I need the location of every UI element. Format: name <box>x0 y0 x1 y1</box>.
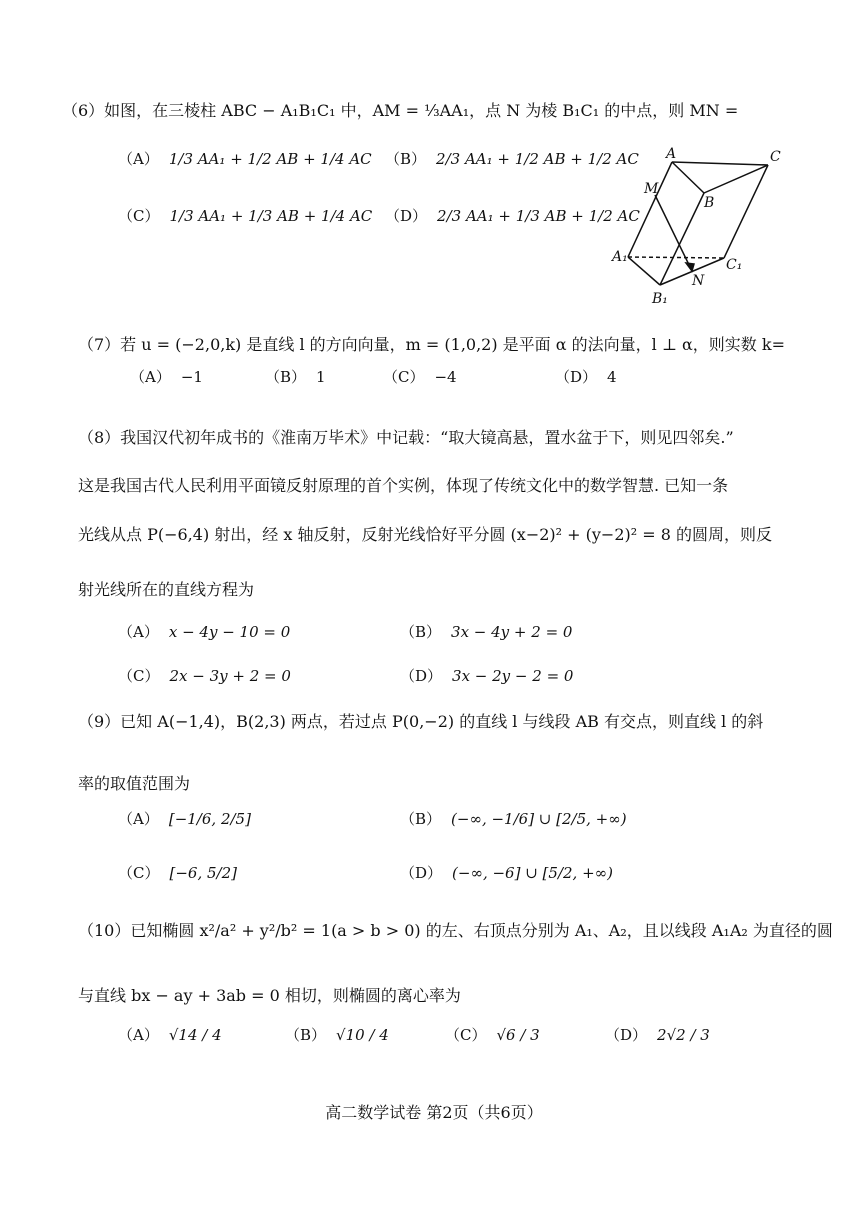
q8-option-a-text: x − 4y − 10 = 0 <box>168 622 291 641</box>
q7-option-b[interactable] <box>265 366 326 387</box>
q10-option-d[interactable] <box>605 1024 710 1045</box>
edge-ab <box>672 162 704 193</box>
q9-option-c[interactable] <box>118 862 237 883</box>
q8-line-4: 射光线所在的直线方程为 <box>78 580 255 599</box>
q10-option-a[interactable] <box>118 1024 222 1045</box>
edge-bb1 <box>660 193 704 285</box>
q9-line-1: （9）已知 A(−1,4)，B(2,3) 两点，若过点 P(0,−2) 的直线 l 与线段 AB 有交点，则直线 l 的斜 <box>78 712 764 731</box>
q10-option-b-text: √10 / 4 <box>336 1025 389 1044</box>
q6-option-c-label: （C） <box>118 207 160 225</box>
q8-option-b[interactable] <box>400 621 572 642</box>
q9-option-a[interactable] <box>118 808 251 829</box>
page-footer: 高二数学试卷 第2页（共6页） <box>325 1103 543 1122</box>
q6-option-d-label: （D） <box>385 207 428 225</box>
arrow-n-icon <box>686 263 694 271</box>
q10-line-2: 与直线 bx − ay + 3ab = 0 相切，则椭圆的离心率为 <box>78 986 461 1005</box>
q8-option-b-text: 3x − 4y + 2 = 0 <box>451 622 573 641</box>
label-b1: B₁ <box>652 291 668 307</box>
q7-option-d-text: 4 <box>607 367 617 386</box>
q7-option-c-text: −4 <box>434 367 457 386</box>
q9-option-b[interactable] <box>400 808 627 829</box>
label-n: N <box>692 273 705 289</box>
q6-option-b-label: （B） <box>385 150 427 168</box>
q7-option-c[interactable] <box>383 366 457 387</box>
q9-option-d-label: （D） <box>400 864 443 882</box>
q10-option-c[interactable] <box>445 1024 540 1045</box>
q6-option-b-text: 2/3 AA₁ + 1/2 AB + 1/2 AC <box>436 149 639 168</box>
label-b: B <box>704 195 715 211</box>
q9-option-a-label: （A） <box>118 810 159 828</box>
q8-option-d[interactable] <box>400 665 573 686</box>
q9-option-b-label: （B） <box>400 810 442 828</box>
q10-option-d-text: 2√2 / 3 <box>657 1025 710 1044</box>
q9-line-2: 率的取值范围为 <box>78 774 191 793</box>
q7-option-b-text: 1 <box>316 367 326 386</box>
q8-line-2: 这是我国古代人民利用平面镜反射原理的首个实例，体现了传统文化中的数学智慧. 已知一条 <box>78 476 729 495</box>
q8-line-1: （8）我国汉代初年成书的《淮南万毕术》中记载：“取大镜高悬，置水盆于下，则见四邻矣.” <box>78 428 734 447</box>
q8-option-b-label: （B） <box>400 623 442 641</box>
label-a: A <box>666 146 677 162</box>
q7-option-a-text: −1 <box>180 367 203 386</box>
q9-option-b-text: (−∞, −1/6] ∪ [2/5, +∞) <box>451 809 627 828</box>
q8-option-c[interactable] <box>118 665 291 686</box>
edge-ac <box>672 162 768 165</box>
q7-option-c-label: （C） <box>383 368 425 386</box>
q9-option-c-label: （C） <box>118 864 160 882</box>
q10-option-d-label: （D） <box>605 1026 648 1044</box>
q7-option-d-label: （D） <box>555 368 598 386</box>
edge-aa1 <box>628 162 672 257</box>
q7-option-b-label: （B） <box>265 368 307 386</box>
q10-option-b[interactable] <box>285 1024 389 1045</box>
q6-option-a[interactable] <box>118 148 372 169</box>
segment-mn <box>655 195 692 271</box>
prism-figure <box>600 145 800 315</box>
edge-a1c1-hidden <box>628 257 724 258</box>
q10-option-b-label: （B） <box>285 1026 327 1044</box>
q6-option-a-text: 1/3 AA₁ + 1/2 AB + 1/4 AC <box>168 149 372 168</box>
label-c: C <box>770 149 781 165</box>
q8-option-c-text: 2x − 3y + 2 = 0 <box>169 666 291 685</box>
q8-option-d-label: （D） <box>400 667 443 685</box>
q10-option-a-label: （A） <box>118 1026 159 1044</box>
q6-stem: （6）如图，在三棱柱 ABC − A₁B₁C₁ 中，AM = ⅓AA₁，点 N 为棱 B₁C₁ 的中点，则 MN = <box>62 101 739 120</box>
q10-line-1: （10）已知椭圆 x²/a² + y²/b² = 1(a > b > 0) 的左、右顶点分别为 A₁、A₂，且以线段 A₁A₂ 为直径的圆 <box>78 921 833 940</box>
label-a1: A₁ <box>612 249 628 265</box>
q6-option-c-text: 1/3 AA₁ + 1/3 AB + 1/4 AC <box>169 206 373 225</box>
edge-a1b1 <box>628 257 660 285</box>
q6-option-a-label: （A） <box>118 150 159 168</box>
q8-option-a[interactable] <box>118 621 290 642</box>
q7-stem: （7）若 u = (−2,0,k) 是直线 l 的方向向量，m = (1,0,2) 是平面 α 的法向量，l ⊥ α，则实数 k= <box>78 335 785 354</box>
q10-option-a-text: √14 / 4 <box>168 1025 222 1044</box>
q6-option-d-text: 2/3 AA₁ + 1/3 AB + 1/2 AC <box>437 206 640 225</box>
q7-option-a[interactable] <box>130 366 203 387</box>
q9-option-c-text: [−6, 5/2] <box>169 863 237 882</box>
q8-option-c-label: （C） <box>118 667 160 685</box>
q9-option-a-text: [−1/6, 2/5] <box>168 809 251 828</box>
q7-option-d[interactable] <box>555 366 617 387</box>
q9-option-d[interactable] <box>400 862 613 883</box>
q6-option-c[interactable] <box>118 205 372 226</box>
q8-option-a-label: （A） <box>118 623 159 641</box>
q9-option-d-text: (−∞, −6] ∪ [5/2, +∞) <box>452 863 613 882</box>
q8-line-3: 光线从点 P(−6,4) 射出，经 x 轴反射，反射光线恰好平分圆 (x−2)² + (y−2)² = 8 的圆周，则反 <box>78 525 773 544</box>
q8-option-d-text: 3x − 2y − 2 = 0 <box>452 666 574 685</box>
edge-bc <box>704 165 768 193</box>
q7-option-a-label: （A） <box>130 368 171 386</box>
label-c1: C₁ <box>726 257 743 273</box>
q10-option-c-text: √6 / 3 <box>496 1025 540 1044</box>
q10-option-c-label: （C） <box>445 1026 487 1044</box>
edge-cc1 <box>724 165 768 258</box>
label-m: M <box>644 181 659 197</box>
